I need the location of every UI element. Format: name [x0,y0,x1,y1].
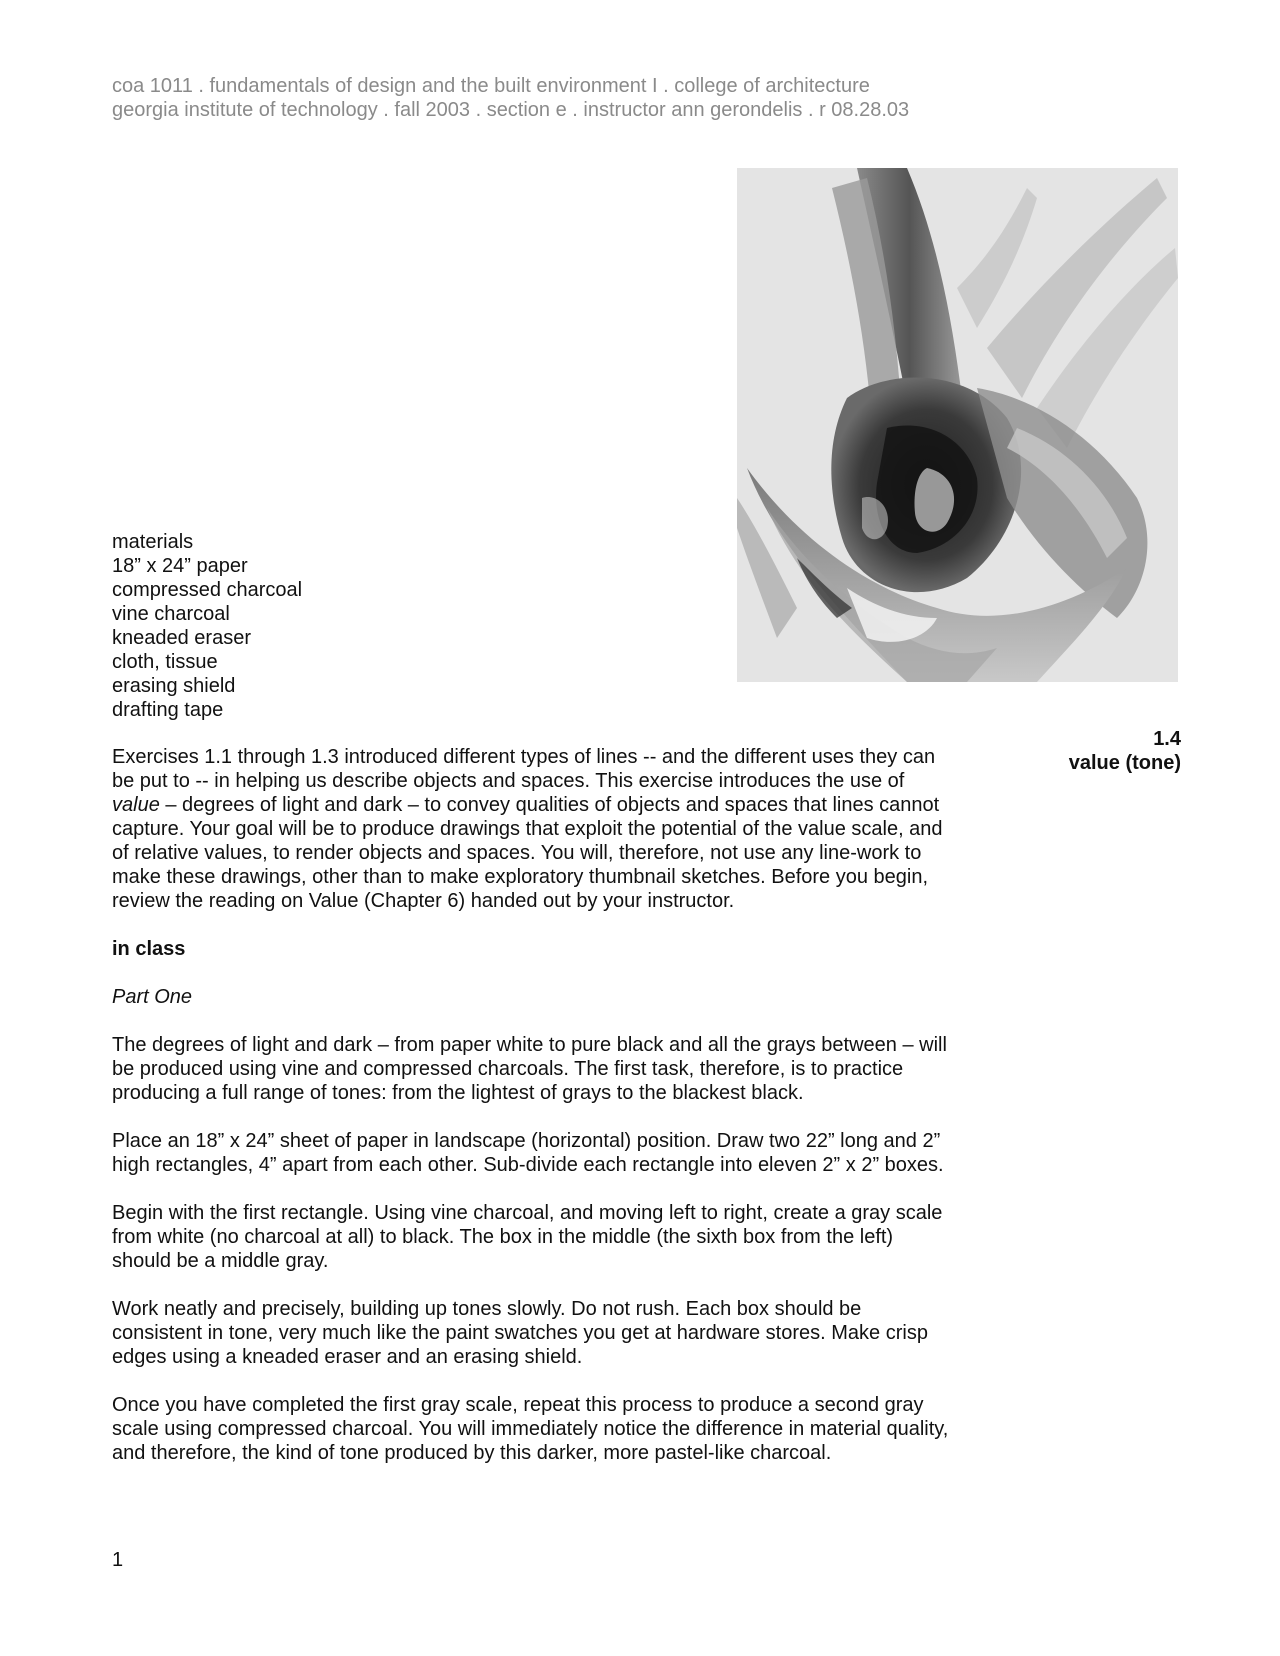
exercise-label [1069,727,1181,775]
body-paragraph: The degrees of light and dark – from paper white to pure black and all the grays between – will be produced using vine and compressed charcoals. The first task, therefore, is to practice producing a full range of tones: from the lightest of grays to the blackest black. [112,1034,947,1104]
part-heading: Part One [112,986,193,1008]
body-paragraph: Once you have completed the first gray scale, repeat this process to produce a second gray scale using compressed charcoal. You will immediately notice the difference in material quality, and therefore, the kind of tone produced by this darker, more pastel-like charcoal. [112,1394,949,1464]
document-header [112,74,909,122]
materials-item: kneaded eraser [112,627,251,649]
body-paragraph: Begin with the first rectangle. Using vine charcoal, and moving left to right, create a gray scale from white (no charcoal at all) to black. The box in the middle (the sixth box from the left) should be a middle gray. [112,1202,943,1272]
materials-item: cloth, tissue [112,651,218,673]
exercise-title: value (tone) [1068,752,1181,774]
intro-italic-word: value [112,794,160,816]
materials-list [112,530,302,722]
exercise-number: 1.4 [1153,728,1181,750]
intro-paragraph [112,745,952,913]
page-number: 1 [112,1549,124,1571]
intro-text-end: – degrees of light and dark – to convey qualities of objects and spaces that lines cannot capture. Your goal will be to produce drawings that exploit the potential of the value scale, and of relative values, to render objects and spaces. You will, therefore, not use any line-work to make these drawings, other than to make exploratory thumbnail sketches. Before you begin, review the reading on Value (Chapter 6) handed out by your instructor. [112,794,943,912]
materials-item: 18” x 24” paper [112,555,248,577]
materials-item: vine charcoal [112,603,230,625]
body-paragraph: Work neatly and precisely, building up tones slowly. Do not rush. Each box should be consistent in tone, very much like the paint swatches you get at hardware stores. Make crisp edges using a kneaded eraser and an erasing shield. [112,1298,928,1368]
charcoal-drapery-drawing [737,168,1178,682]
materials-item: erasing shield [112,675,236,697]
materials-item: compressed charcoal [112,579,303,601]
body-paragraph: Place an 18” x 24” sheet of paper in landscape (horizontal) position. Draw two 22” long and 2” high rectangles, 4” apart from each other. Sub-divide each rectangle into eleven 2” x 2” boxes. [112,1130,944,1176]
header-line-course: coa 1011 . fundamentals of design and the built environment I . college of architecture [112,75,870,97]
body-text [112,745,952,1489]
intro-text-start: Exercises 1.1 through 1.3 introduced different types of lines -- and the different uses they can be put to -- in helping us describe objects and spaces. This exercise introduces the use of [112,746,936,792]
materials-item: drafting tape [112,699,224,721]
materials-title: materials [112,531,194,553]
header-line-institution: georgia institute of technology . fall 2003 . section e . instructor ann gerondelis . r 08.28.03 [112,99,910,121]
section-heading: in class [112,938,186,960]
